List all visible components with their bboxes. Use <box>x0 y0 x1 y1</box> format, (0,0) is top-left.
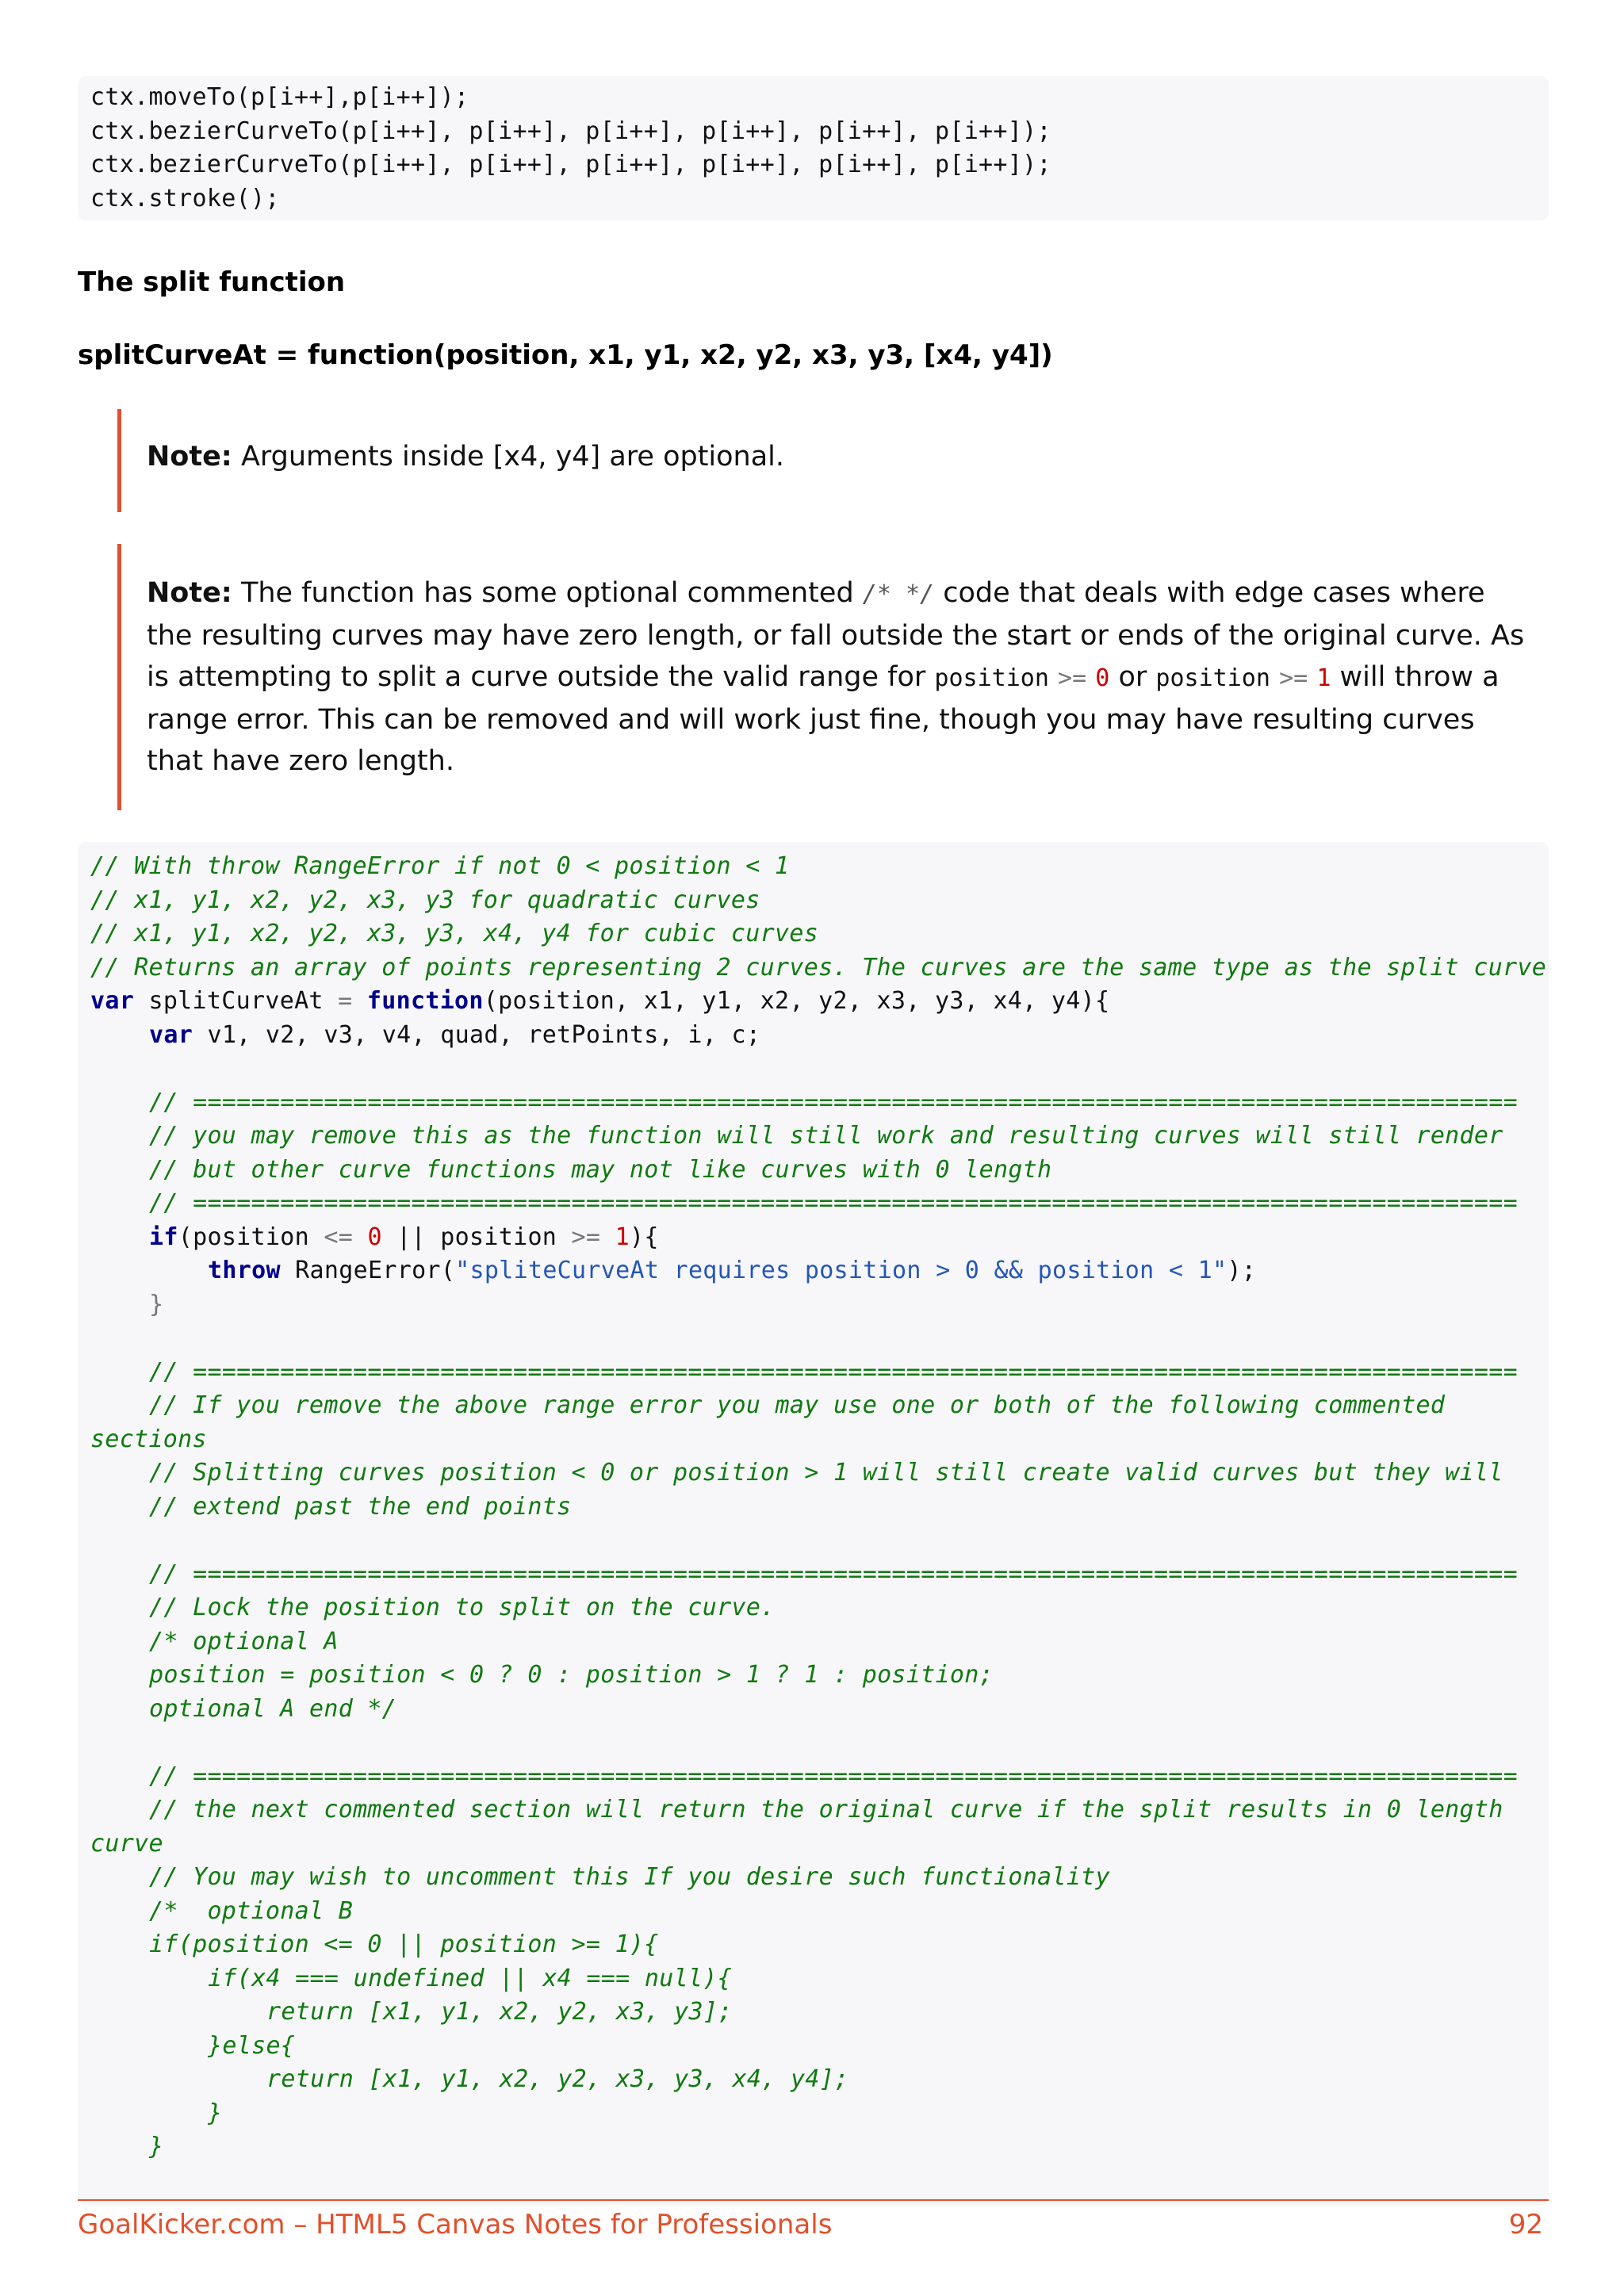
code-comment: // extend past the end points <box>149 1492 572 1521</box>
code-text: RangeError( <box>280 1257 456 1284</box>
code-line: ctx.stroke(); <box>90 184 280 212</box>
code-comment: // Returns an array of points representing 2 curves. The curves are the same type as the split curve <box>90 953 1547 982</box>
code-comment: // You may wish to uncomment this If you desire such functionality <box>149 1863 1110 1891</box>
code-comment: // With throw RangeError if not 0 < position < 1 <box>90 852 790 880</box>
code-line: ctx.bezierCurveTo(p[i++], p[i++], p[i++], p[i++], p[i++], p[i++]); <box>90 117 1051 145</box>
code-line <box>90 1490 1536 1525</box>
code-text: (position <box>178 1223 324 1251</box>
inline-code: position <box>934 664 1049 692</box>
note-label: Note: <box>147 441 232 473</box>
code-comment: } <box>208 2099 223 2127</box>
code-line <box>90 1423 1536 1457</box>
code-line <box>90 1895 1536 1929</box>
code-line <box>90 1288 1536 1322</box>
code-text: ){ <box>630 1223 659 1251</box>
code-line <box>90 1693 1536 1727</box>
code-comment: // =========================================================================================== <box>149 1088 1518 1116</box>
code-line <box>90 2030 1536 2064</box>
code-comment: // =========================================================================================== <box>149 1189 1518 1217</box>
code-line <box>90 2130 1536 2164</box>
note-text: The function has some optional commented <box>232 577 863 609</box>
code-comment: // x1, y1, x2, y2, x3, y3, x4, y4 for cubic curves <box>90 920 819 947</box>
code-comment: optional A end */ <box>149 1694 397 1723</box>
code-line <box>90 1726 1536 1760</box>
code-line <box>90 1254 1536 1288</box>
note-callout <box>117 544 1537 810</box>
code-text: splitCurveAt <box>134 987 339 1015</box>
note-label: Note: <box>147 577 232 609</box>
code-line: ctx.moveTo(p[i++],p[i++]); <box>90 83 469 111</box>
code-line <box>90 1962 1536 1996</box>
note-text: or <box>1109 661 1156 693</box>
code-line <box>90 951 1547 985</box>
code-keyword: var <box>149 1020 193 1049</box>
code-text: (position, x1, y1, x2, y2, x3, y3, x4, y4){ <box>483 987 1110 1015</box>
code-line <box>90 1659 1536 1693</box>
footer-title: GoalKicker.com – HTML5 Canvas Notes for Professionals <box>78 2209 833 2241</box>
code-comment: curve <box>90 1829 163 1858</box>
code-comment: /* optional A <box>149 1627 339 1655</box>
inline-code: >= <box>1279 664 1308 692</box>
code-text: v1, v2, v3, v4, quad, retPoints, i, c; <box>193 1020 761 1049</box>
code-line: ctx.bezierCurveTo(p[i++], p[i++], p[i++], p[i++], p[i++], p[i++]); <box>90 151 1051 178</box>
function-signature: splitCurveAt = function(position, x1, y1, x2, y2, x3, y3, [x4, y4]) <box>78 339 1053 371</box>
code-comment: // =========================================================================================== <box>149 1762 1518 1790</box>
code-line <box>90 1524 1536 1558</box>
code-comment: // but other curve functions may not like curves with 0 length <box>149 1155 1052 1184</box>
code-line <box>90 1052 1536 1086</box>
code-comment: // you may remove this as the function will still work and resulting curves will still render <box>149 1122 1503 1150</box>
code-comment: return [x1, y1, x2, y2, x3, y3, x4, y4]; <box>266 2065 849 2093</box>
section-heading: The split function <box>78 266 346 298</box>
code-block-top <box>78 76 1549 220</box>
code-line <box>90 1187 1536 1221</box>
code-comment: // Lock the position to split on the curve. <box>149 1594 776 1621</box>
inline-code: position <box>1155 664 1270 692</box>
code-comment: // If you remove the above range error you may use one or both of the following commented <box>149 1391 1446 1419</box>
code-comment: /* optional B <box>149 1896 354 1925</box>
code-line <box>90 917 1536 951</box>
code-punct: } <box>149 1290 164 1318</box>
code-line <box>90 1019 1536 1053</box>
code-punct: >= <box>571 1223 601 1251</box>
code-comment: return [x1, y1, x2, y2, x3, y3]; <box>266 1998 733 2026</box>
code-keyword: throw <box>208 1257 281 1284</box>
code-line <box>90 1827 1536 1862</box>
code-keyword: function <box>352 987 484 1015</box>
code-line <box>90 1322 1536 1356</box>
code-line <box>90 1591 1536 1625</box>
code-comment: position = position < 0 ? 0 : position > 1 ? 1 : position; <box>149 1661 994 1689</box>
code-punct: = <box>338 987 353 1015</box>
code-block-main <box>78 842 1549 2206</box>
code-line <box>90 1928 1536 1962</box>
code-punct: <= <box>324 1223 354 1251</box>
code-line <box>90 1356 1536 1390</box>
code-comment: // the next commented section will return the original curve if the split results in 0 length <box>149 1796 1503 1823</box>
code-comment: if(position <= 0 || position >= 1){ <box>149 1931 659 1958</box>
inline-code: >= <box>1058 664 1087 692</box>
code-comment: } <box>149 2133 164 2160</box>
code-line <box>90 1861 1536 1895</box>
code-number: 1 <box>600 1223 630 1251</box>
code-comment: // =========================================================================================== <box>149 1357 1518 1386</box>
inline-code: /* */ <box>862 580 935 608</box>
code-string: "spliteCurveAt requires position > 0 && position < 1" <box>455 1257 1228 1284</box>
note-text: code that deals with edge cases where the resulting curves may have zero length, or fall outside the start or ends of the original curve. As is attempting to split a curve outside the valid range for <box>147 577 1525 693</box>
code-line <box>90 1221 1536 1255</box>
code-line <box>90 850 1536 884</box>
footer-divider <box>78 2199 1549 2201</box>
code-text: || position <box>381 1223 572 1251</box>
code-comment: sections <box>90 1425 207 1453</box>
inline-code: 1 <box>1316 664 1331 692</box>
code-line <box>90 1154 1536 1188</box>
code-text: ); <box>1227 1257 1257 1284</box>
inline-code: 0 <box>1095 664 1110 692</box>
note-text: Arguments inside [x4, y4] are optional. <box>232 441 785 473</box>
code-comment: }else{ <box>208 2031 296 2060</box>
code-comment: // Splitting curves position < 0 or position > 1 will still create valid curves but they will <box>149 1459 1503 1487</box>
code-line <box>90 1086 1536 1120</box>
code-comment: if(x4 === undefined || x4 === null){ <box>208 1964 733 1992</box>
code-line <box>90 2097 1536 2131</box>
code-keyword: if <box>149 1223 178 1251</box>
code-comment: // =========================================================================================== <box>149 1559 1518 1588</box>
code-line <box>90 1760 1536 1794</box>
code-line <box>90 1389 1536 1423</box>
note-text: will throw a range error. This can be removed and will work just fine, though you may have resulting curves that have zero length. <box>147 661 1500 777</box>
code-keyword: var <box>90 987 135 1015</box>
code-line <box>90 1625 1536 1659</box>
code-line <box>90 1558 1536 1592</box>
code-line <box>90 1456 1536 1490</box>
code-line <box>90 1119 1536 1154</box>
code-line <box>90 884 1536 918</box>
code-line <box>90 2063 1536 2097</box>
code-line <box>90 1793 1536 1827</box>
code-line <box>90 985 1536 1019</box>
code-line <box>90 1996 1536 2030</box>
code-number: 0 <box>353 1223 382 1251</box>
note-callout <box>117 409 1537 512</box>
code-comment: // x1, y1, x2, y2, x3, y3 for quadratic curves <box>90 886 760 914</box>
page-number: 92 <box>1508 2209 1543 2241</box>
